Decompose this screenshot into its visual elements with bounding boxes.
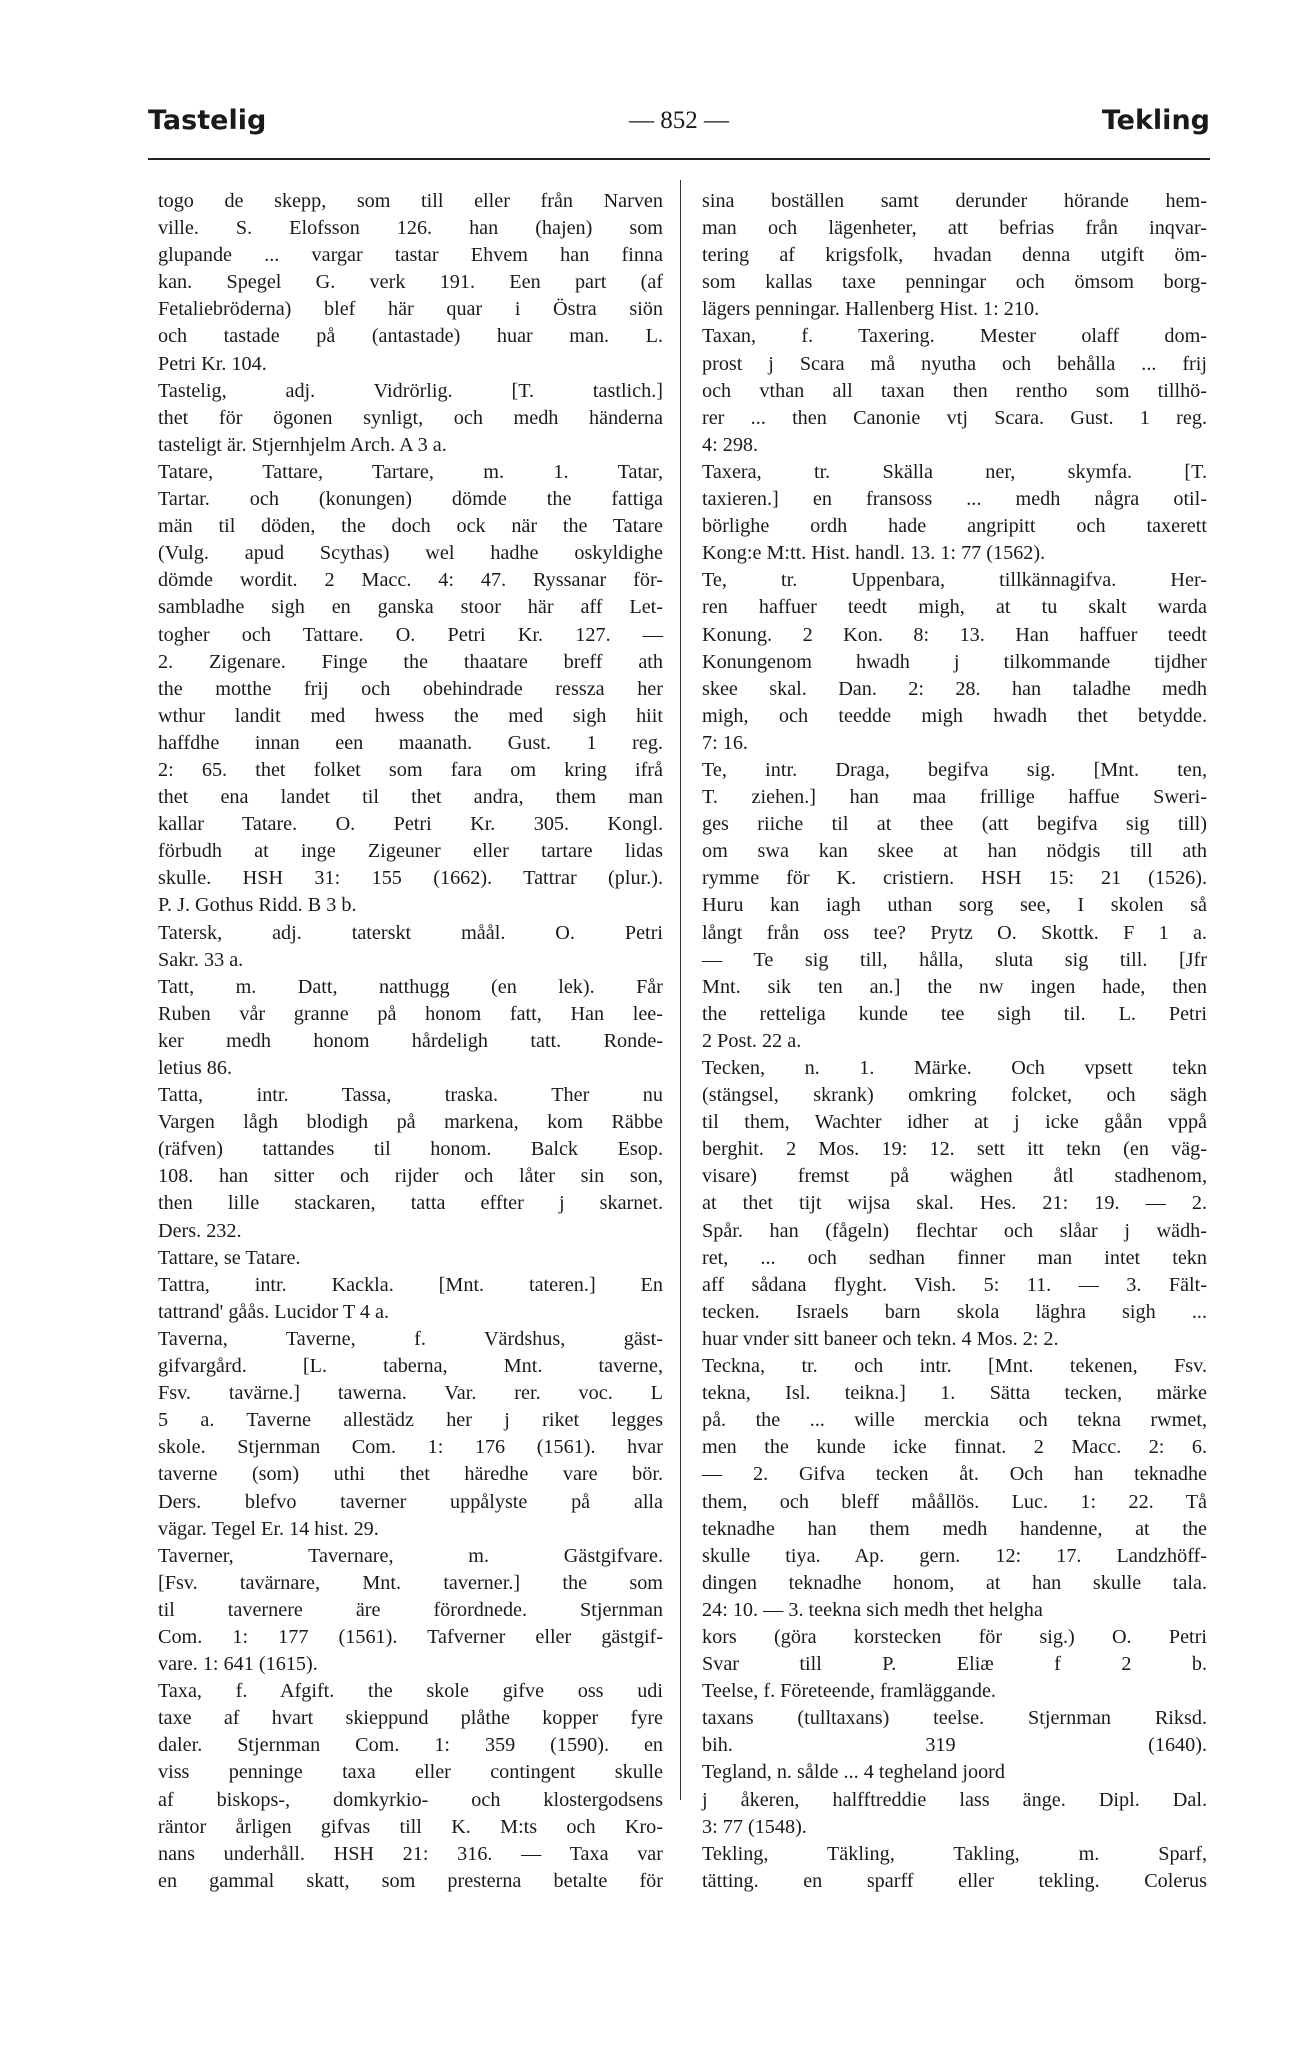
text-line: tasteligt är. Stjernhjelm Arch. A 3 a.: [158, 433, 447, 456]
text-line: ges riiche til at thee (att begifva sig till): [702, 813, 1207, 836]
text-line: 2 Post. 22 a.: [702, 1029, 802, 1052]
text-line: huar vnder sitt baneer och tekn. 4 Mos. 2: 2.: [702, 1327, 1059, 1350]
text-line: daler. Stjernman Com. 1: 359 (1590). en: [158, 1734, 663, 1757]
text-line: lägers penningar. Hallenberg Hist. 1: 210.: [702, 298, 1040, 321]
text-line: Ders. blefvo taverner uppålyste på alla: [158, 1490, 663, 1513]
text-line: Taxera, tr. Skälla ner, skymfa. [T.: [702, 460, 1207, 483]
text-line: letius 86.: [158, 1057, 233, 1079]
text-line: taxe af hvart skieppund plåthe kopper fyre: [158, 1707, 663, 1730]
text-line: på. the ... wille merckia och tekna rwmet,: [702, 1409, 1207, 1432]
text-line: P. J. Gothus Ridd. B 3 b.: [158, 894, 357, 917]
text-line: T. ziehen.] han maa frillige haffue Sweri-: [702, 786, 1207, 809]
text-line: taverne (som) uthi thet häredhe vare bör.: [158, 1463, 663, 1486]
text-line: man och lägenheter, att befrias från inqvar-: [702, 217, 1207, 240]
text-line: vägar. Tegel Er. 14 hist. 29.: [158, 1517, 379, 1540]
text-line: Ruben vår granne på honom fatt, Han lee-: [158, 1002, 663, 1025]
text-line: rymme för K. cristiern. HSH 15: 21 (1526).: [702, 867, 1207, 890]
text-line: 5 a. Taverne allestädz her j riket legges: [158, 1409, 663, 1432]
text-line: taxieren.] en fransoss ... medh några otil-: [702, 488, 1207, 511]
text-line: Tecken, n. 1. Märke. Och vpsett tekn: [702, 1057, 1207, 1079]
text-line: berghit. 2 Mos. 19: 12. sett itt tekn (en väg-: [702, 1138, 1207, 1161]
text-line: Com. 1: 177 (1561). Tafverner eller gästgif-: [158, 1625, 663, 1648]
header-right-guideword: Tekling: [1101, 105, 1210, 136]
text-line: Tegland, n. sålde ... 4 tegheland joord: [702, 1761, 1005, 1784]
text-line: Tatta, intr. Tassa, traska. Ther nu: [158, 1084, 663, 1107]
text-line: at thet tijt wijsa skal. Hes. 21: 19. — 2.: [702, 1192, 1207, 1215]
text-line: prost j Scara må nyutha och behålla ... frij: [702, 352, 1207, 375]
text-line: the retteliga kunde tee sigh til. L. Petri: [702, 1002, 1207, 1025]
text-line: thet ena landet til thet andra, them man: [158, 786, 663, 809]
text-line: (Vulg. apud Scythas) wel hadhe oskyldighe: [158, 542, 663, 565]
text-line: dingen teknadhe honom, at han skulle tala.: [702, 1571, 1207, 1594]
text-line: kors (göra korstecken för sig.) O. Petri: [702, 1625, 1207, 1648]
text-line: och tastade på (antastade) huar man. L.: [158, 325, 663, 348]
text-line: och vthan all taxan then rentho som tillhö-: [702, 379, 1207, 402]
text-line: förbudh at inge Zigeuner eller tartare lidas: [158, 840, 663, 863]
text-line: sambladhe sigh en ganska stoor här aff Let-: [158, 596, 663, 619]
text-line: Fetaliebröderna) blef här quar i Östra siön: [158, 298, 663, 321]
text-line: (stängsel, skrank) omkring folcket, och sägh: [702, 1084, 1207, 1107]
text-line: Taxa, f. Afgift. the skole gifve oss udi: [158, 1680, 663, 1703]
text-line: dömde wordit. 2 Macc. 4: 47. Ryssanar för-: [158, 569, 663, 592]
text-line: thet för ögonen synligt, och medh händerna: [158, 406, 663, 429]
text-line: Tekling, Täkling, Takling, m. Sparf,: [702, 1842, 1207, 1865]
text-line: Mnt. sik ten an.] the nw ingen hade, then: [702, 975, 1207, 998]
text-line: Ders. 232.: [158, 1219, 242, 1242]
text-line: ville. S. Elofsson 126. han (hajen) som: [158, 217, 663, 240]
text-line: taxans (tulltaxans) teelse. Stjernman Riksd.: [702, 1707, 1207, 1730]
text-line: bih. 319 (1640).: [702, 1734, 1207, 1757]
text-line: börlighe ordh hade angripitt och taxerett: [702, 515, 1207, 538]
text-line: Sakr. 33 a.: [158, 948, 244, 971]
text-line: långt från oss tee? Prytz O. Skottk. F 1 a.: [702, 921, 1207, 944]
text-line: — 2. Gifva tecken åt. Och han teknadhe: [702, 1463, 1207, 1486]
text-line: skulle. HSH 31: 155 (1662). Tattrar (plur.).: [158, 867, 663, 890]
text-line: Kong:e M:tt. Hist. handl. 13. 1: 77 (1562).: [702, 542, 1046, 565]
text-line: Vargen lågh blodigh på markena, kom Räbbe: [158, 1111, 663, 1134]
text-line: wthur landit med hwess the med sigh hiit: [158, 704, 663, 727]
page-header: [148, 105, 1210, 145]
text-line: Konungenom hwadh j tilkommande tijdher: [702, 650, 1207, 673]
text-line: togher och Tattare. O. Petri Kr. 127. —: [158, 623, 663, 646]
text-line: en gammal skatt, som presterna betalte för: [158, 1869, 663, 1892]
text-line: (räfven) tattandes til honom. Balck Esop.: [158, 1138, 663, 1161]
text-line: sina boställen samt derunder hörande hem-: [702, 190, 1207, 212]
column-divider: [680, 180, 681, 1800]
text-line: the motthe frij och obehindrade ressza her: [158, 677, 663, 700]
text-line: Spår. han (fågeln) flechtar och slåar j wädh-: [702, 1219, 1207, 1242]
text-line: Taverna, Taverne, f. Värdshus, gäst-: [158, 1327, 663, 1350]
text-line: ker medh honom hårdeligh tatt. Ronde-: [158, 1029, 663, 1052]
text-line: til them, Wachter idher at j icke gåån vppå: [702, 1111, 1207, 1134]
text-line: teknadhe han them medh handenne, at the: [702, 1517, 1207, 1540]
text-line: Petri Kr. 104.: [158, 352, 267, 375]
text-line: vare. 1: 641 (1615).: [158, 1653, 318, 1676]
text-line: migh, och teedde migh hwadh thet betydde.: [702, 704, 1207, 727]
text-line: haffdhe innan een maanath. Gust. 1 reg.: [158, 731, 663, 754]
text-line: togo de skepp, som till eller från Narven: [158, 190, 663, 212]
text-line: Teckna, tr. och intr. [Mnt. tekenen, Fsv.: [702, 1355, 1207, 1378]
text-line: ren haffuer teedt migh, at tu skalt warda: [702, 596, 1207, 619]
text-line: — Te sig till, hålla, sluta sig till. [Jfr: [702, 948, 1207, 971]
text-line: nans underhåll. HSH 21: 316. — Taxa var: [158, 1842, 663, 1865]
text-line: 4: 298.: [702, 433, 759, 456]
right-column: [702, 188, 1207, 1895]
text-line: Tartar. och (konungen) dömde the fattiga: [158, 488, 663, 511]
text-line: [Fsv. tavärnare, Mnt. taverner.] the som: [158, 1571, 663, 1594]
text-line: then lille stackaren, tatta effter j skarnet.: [158, 1192, 663, 1215]
text-line: Te, intr. Draga, begifva sig. [Mnt. ten,: [702, 758, 1207, 781]
text-line: tering af krigsfolk, hvadan denna utgift öm-: [702, 244, 1207, 267]
text-line: them, och bleff måållös. Luc. 1: 22. Tå: [702, 1490, 1207, 1513]
text-line: ret, ... och sedhan finner man intet tekn: [702, 1246, 1207, 1269]
text-line: aff sådana flyght. Vish. 5: 11. — 3. Fält-: [702, 1273, 1207, 1296]
left-column: [158, 188, 663, 1895]
text-line: män til döden, the doch ock när the Tatare: [158, 515, 663, 538]
text-line: Teelse, f. Företeende, framläggande.: [702, 1680, 996, 1703]
text-line: Te, tr. Uppenbara, tillkännagifva. Her-: [702, 569, 1207, 592]
text-line: af biskops-, domkyrkio- och klostergodsens: [158, 1788, 663, 1811]
text-line: Taxan, f. Taxering. Mester olaff dom-: [702, 325, 1207, 348]
text-line: tecken. Israels barn skola läghra sigh ...: [702, 1300, 1207, 1323]
text-line: Fsv. tavärne.] tawerna. Var. rer. voc. L: [158, 1382, 663, 1405]
text-line: rer ... then Canonie vtj Scara. Gust. 1 reg.: [702, 406, 1207, 429]
text-line: Huru kan iagh uthan sorg see, I skolen så: [702, 894, 1207, 917]
text-line: 24: 10. — 3. teekna sich medh thet helgha: [702, 1598, 1043, 1621]
header-left-guideword: Tastelig: [148, 105, 267, 136]
text-line: tekna, Isl. teikna.] 1. Sätta tecken, märke: [702, 1382, 1207, 1405]
text-line: visare) fremst på wäghen åtl stadhenom,: [702, 1165, 1207, 1188]
text-line: skee skal. Dan. 2: 28. han taladhe medh: [702, 677, 1207, 700]
text-line: 2. Zigenare. Finge the thaatare breff ath: [158, 650, 663, 673]
text-line: Tatersk, adj. taterskt måål. O. Petri: [158, 921, 663, 944]
text-line: viss penninge taxa eller contingent skulle: [158, 1761, 663, 1784]
text-line: Tastelig, adj. Vidrörlig. [T. tastlich.]: [158, 379, 663, 402]
text-line: tattrand' gåås. Lucidor T 4 a.: [158, 1300, 390, 1323]
text-line: j åkeren, halfftreddie lass änge. Dipl. Dal.: [702, 1788, 1207, 1811]
text-line: men the kunde icke finnat. 2 Macc. 2: 6.: [702, 1436, 1207, 1459]
text-line: som kallas taxe penningar och ömsom borg-: [702, 271, 1207, 294]
text-line: Tattare, se Tatare.: [158, 1246, 301, 1269]
text-line: 7: 16.: [702, 731, 748, 754]
text-line: kallar Tatare. O. Petri Kr. 305. Kongl.: [158, 813, 663, 836]
text-line: kan. Spegel G. verk 191. Een part (af: [158, 271, 663, 294]
text-line: tätting. en sparff eller tekling. Colerus: [702, 1869, 1207, 1892]
text-line: 3: 77 (1548).: [702, 1815, 807, 1838]
text-line: Svar till P. Eliæ f 2 b.: [702, 1653, 1207, 1676]
text-line: glupande ... vargar tastar Ehvem han finna: [158, 244, 663, 267]
text-line: 108. han sitter och rijder och låter sin son,: [158, 1165, 663, 1188]
text-line: räntor årligen gifvas till K. M:ts och Kro-: [158, 1815, 663, 1838]
text-line: 2: 65. thet folket som fara om kring ifrå: [158, 758, 663, 781]
text-line: til tavernere äre förordnede. Stjernman: [158, 1598, 663, 1621]
text-line: Taverner, Tavernare, m. Gästgifvare.: [158, 1544, 663, 1567]
header-rule: [148, 158, 1210, 160]
text-line: skulle tiya. Ap. gern. 12: 17. Landzhöff-: [702, 1544, 1207, 1567]
text-line: Tattra, intr. Kackla. [Mnt. tateren.] En: [158, 1273, 663, 1296]
text-line: Tatare, Tattare, Tartare, m. 1. Tatar,: [158, 460, 663, 483]
text-line: gifvargård. [L. taberna, Mnt. taverne,: [158, 1355, 663, 1378]
text-line: skole. Stjernman Com. 1: 176 (1561). hvar: [158, 1436, 663, 1459]
page-number: — 852 —: [629, 107, 729, 134]
text-line: om swa kan skee at han nödgis till ath: [702, 840, 1207, 863]
text-line: Konung. 2 Kon. 8: 13. Han haffuer teedt: [702, 623, 1207, 646]
text-line: Tatt, m. Datt, natthugg (en lek). Får: [158, 975, 663, 998]
